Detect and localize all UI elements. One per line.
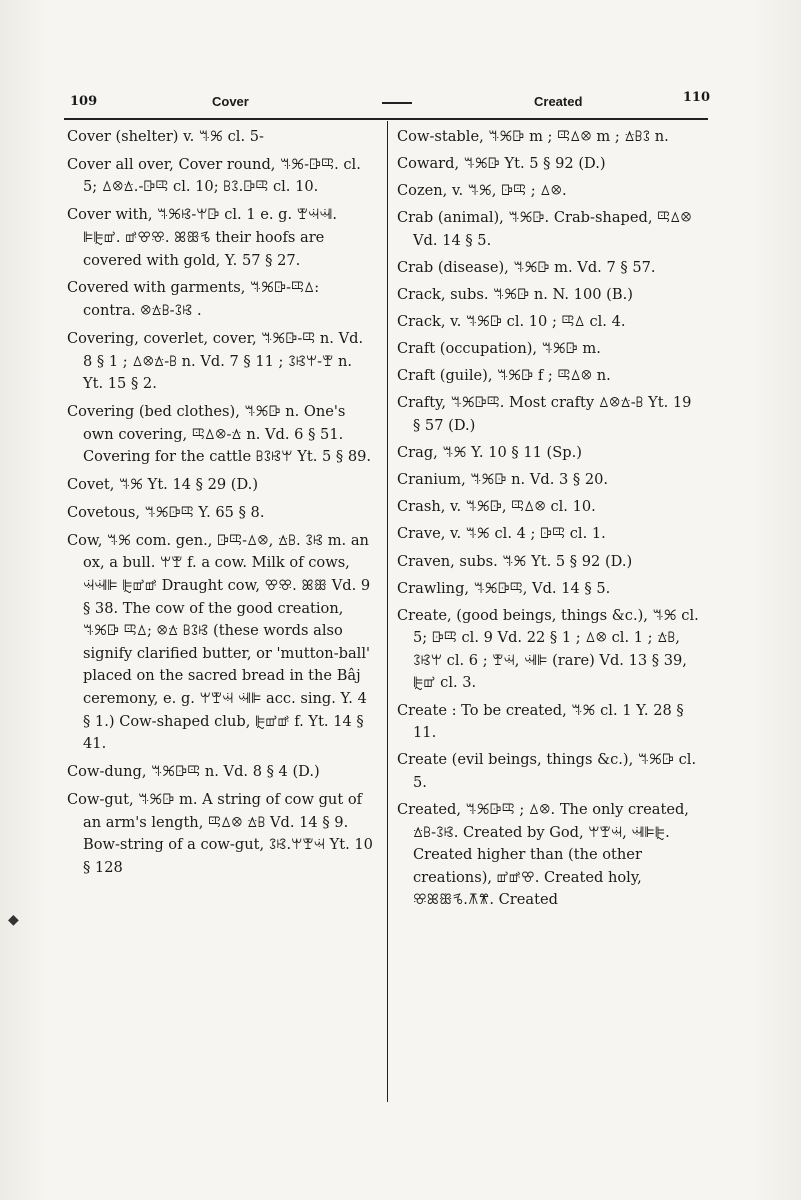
entry-crab-animal: Crab (animal), ꕐꕑꕒ. Crab-shaped, ꕓꕔꕕ Vd. 14 § 5. xyxy=(397,209,697,249)
header-dash xyxy=(382,102,412,104)
entry-craft-guile: Craft (guile), ꕐꕑꕒ f ; ꕓꕔꕕ n. xyxy=(397,367,611,385)
entry-created: Created, ꕐꕑꕒꕓ ; ꕔꕕ. The only created, ꕖꕗ-ꕘꕙ. Created by God, ꕚꕛꕜ, ꕝꕞꕟ. Created higher than (the other creations), ꕠꕡꕢ. Created holy, ꕣꕤꕥꕦ.ꕧꕨ. Created xyxy=(397,800,694,909)
entry-covering-bed-clothes: Covering (bed clothes), ꕐꕑꕒ n. One's own covering, ꕓꕔꕕ-ꕖ n. Vd. 6 § 51. Covering for the cattle ꕗꕘꕙꕚ Yt. 5 § 89. xyxy=(67,403,372,466)
entry-crash: Crash, v. ꕐꕑꕒ, ꕓꕔꕕ cl. 10. xyxy=(397,498,596,516)
header-word-right: Created xyxy=(534,94,583,109)
entry-covetous: Covetous, ꕐꕑꕒꕓ Y. 65 § 8. xyxy=(67,503,265,521)
entry-crack-subs: Crack, subs. ꕐꕑꕒ n. N. 100 (B.) xyxy=(397,286,633,304)
entry-craven: Craven, subs. ꕐꕑ Yt. 5 § 92 (D.) xyxy=(397,552,633,570)
entry-crag: Crag, ꕐꕑ Y. 10 § 11 (Sp.) xyxy=(397,444,582,462)
entry-crafty: Crafty, ꕐꕑꕒꕓ. Most crafty ꕔꕕꕖ-ꕗ Yt. 19 § 57 (D.) xyxy=(397,394,697,435)
entry-crab-disease: Crab (disease), ꕐꕑꕒ m. Vd. 7 § 57. xyxy=(397,258,656,276)
entry-crawling: Crawling, ꕐꕑꕒꕓ, Vd. 14 § 5. xyxy=(397,579,611,597)
entry-cranium: Cranium, ꕐꕑꕒ n. Vd. 3 § 20. xyxy=(397,471,609,489)
entry-cover-all-over: Cover all over, Cover round, ꕐꕑ-ꕒꕓ. cl. 5; ꕔꕕꕖ.-ꕒꕓ cl. 10; ꕗꕘ.ꕒꕓ cl. 10. xyxy=(67,155,366,196)
entry-cover-with: Cover with, ꕐꕑꕙ-ꕚꕒ cl. 1 e. g. ꕛꕜꕝ. ꕞꕟꕠ. ꕡꕢꕣ. ꕤꕥꕦ their hoofs are covered with gold, Y. 57 § 27. xyxy=(67,206,342,269)
page-number-right: 110 xyxy=(682,90,710,105)
entry-create-evil: Create (evil beings, things &c.), ꕐꕑꕒ cl. 5. xyxy=(397,751,701,791)
right-column xyxy=(397,126,703,916)
left-column xyxy=(67,126,378,885)
entry-craft-occupation: Craft (occupation), ꕐꕑꕒ m. xyxy=(397,340,601,358)
entry-cow-gut: Cow-gut, ꕐꕑꕒ m. A string of cow gut of an arm's length, ꕓꕔꕕ ꕖꕗ Vd. 14 § 9. Bow-string of a cow-gut, ꕘꕙ.ꕚꕛꕜ Yt. 10 § 128 xyxy=(67,791,378,876)
entry-crack-verb: Crack, v. ꕐꕑꕒ cl. 10 ; ꕓꕔ cl. 4. xyxy=(397,313,626,331)
running-header xyxy=(70,88,710,118)
entry-cow-stable: Cow-stable, ꕐꕑꕒ m ; ꕓꕔꕕ m ; ꕖꕗꕘ n. xyxy=(397,128,669,145)
margin-ink-mark: ◆ xyxy=(8,912,19,928)
column-divider xyxy=(387,121,388,1102)
header-word-left: Cover xyxy=(212,94,249,109)
page-number-left: 109 xyxy=(70,94,98,109)
entry-create-to-be-created: Create : To be created, ꕐꕑ cl. 1 Y. 28 § 11. xyxy=(397,701,689,742)
entry-crave: Crave, v. ꕐꕑ cl. 4 ; ꕒꕓ cl. 1. xyxy=(397,525,606,543)
entry-cover-shelter: Cover (shelter) v. ꕐꕑ cl. 5- xyxy=(67,128,264,145)
entry-cow-dung: Cow-dung, ꕐꕑꕒꕓ n. Vd. 8 § 4 (D.) xyxy=(67,763,320,781)
entry-covet: Covet, ꕐꕑ Yt. 14 § 29 (D.) xyxy=(67,476,259,494)
entry-covering: Covering, coverlet, cover, ꕐꕑꕒ-ꕓ n. Vd. 8 § 1 ; ꕔꕕꕖ-ꕗ n. Vd. 7 § 11 ; ꕘꕙꕚ-ꕛ n. Yt. 15 § 2. xyxy=(67,329,368,393)
entry-coward: Coward, ꕐꕑꕒ Yt. 5 § 92 (D.) xyxy=(397,155,606,173)
entry-cozen: Cozen, v. ꕐꕑ, ꕒꕓ ; ꕔꕕ. xyxy=(397,182,567,200)
entry-create-good: Create, (good beings, things &c.), ꕐꕑ cl. 5; ꕒꕓ cl. 9 Vd. 22 § 1 ; ꕔꕕ cl. 1 ; ꕖꕗ, ꕘꕙꕚ cl. 6 ; ꕛꕜ, ꕝꕞ (rare) Vd. 13 § 39, ꕟꕠ cl. 3. xyxy=(397,606,704,692)
header-rule xyxy=(64,118,708,120)
entry-cow: Cow, ꕐꕑ com. gen., ꕒꕓ-ꕔꕕ, ꕖꕗ. ꕘꕙ m. an ox, a bull. ꕚꕛ f. a cow. Milk of cows, ꕜꕝꕞ ꕟꕠꕡ Draught cow, ꕢꕣ. ꕤꕥ Vd. 9 § 38. The cow of the good creation, ꕐꕑꕒ ꕓꕔ; ꕕꕖ ꕗꕘꕙ (these words also signify clarified butter, or 'mutton-ball' placed on the sacred bread in the Bâj ceremony, e. g. ꕚꕛꕜ ꕝꕞ acc. sing. Y. 4 § 1.) Cow-shaped club, ꕟꕠꕡ f. Yt. 14 § 41. xyxy=(67,531,375,753)
entry-covered-with-garments: Covered with garments, ꕐꕑꕒ-ꕓꕔ: contra. ꕕꕖꕗ-ꕘꕙ . xyxy=(67,279,324,320)
